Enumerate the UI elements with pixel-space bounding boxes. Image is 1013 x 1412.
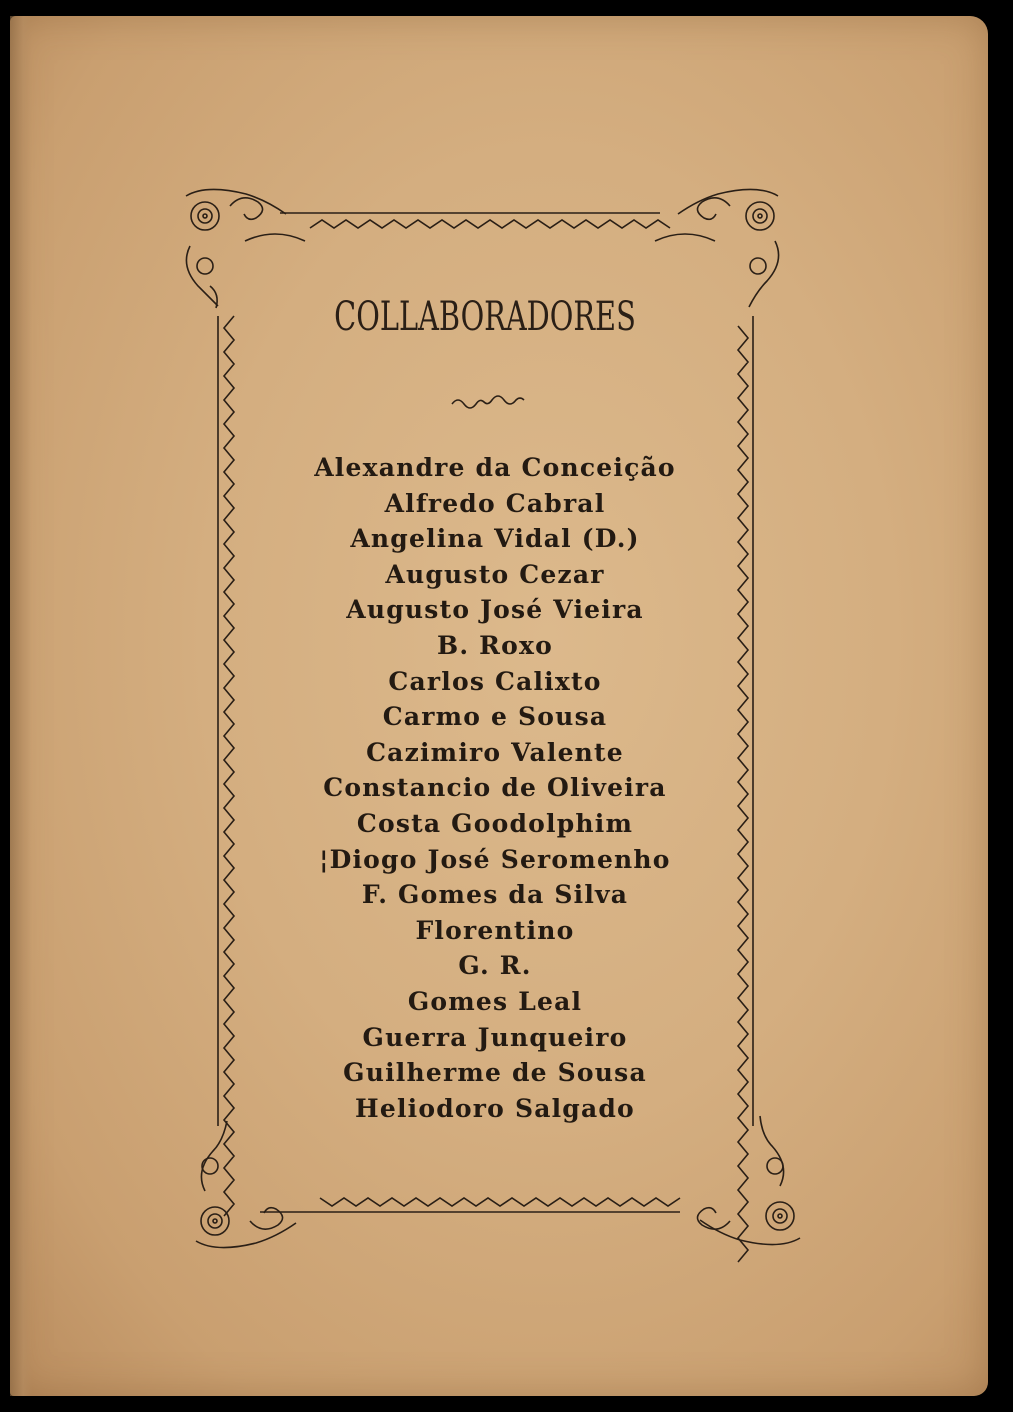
list-item: Augusto Cezar [385,559,605,589]
list-item: Augusto José Vieira [346,595,644,625]
contributor-list [200,450,790,1126]
list-item: Guerra Junqueiro [362,1022,628,1052]
list-item: Constancio de Oliveira [323,773,667,803]
scroll-flourish-icon [196,1121,296,1248]
page-title: COLLABORADORES [334,294,636,340]
list-item: Florentino [415,915,575,945]
list-item: Carmo e Sousa [382,702,608,732]
list-item: ¦Diogo José Seromenho [319,844,671,874]
list-item: Gomes Leal [407,986,583,1016]
list-item: Costa Goodolphim [356,808,634,838]
swirl-ornament-icon [448,390,528,412]
list-item: Heliodoro Salgado [355,1093,635,1123]
scroll-flourish-icon [697,1116,800,1245]
scroll-flourish-icon [655,189,779,307]
list-item: G. R. [458,951,532,981]
list-item: Alfredo Cabral [384,488,606,518]
list-item: Guilherme de Sousa [343,1058,647,1088]
book-page [10,16,988,1396]
list-item: Angelina Vidal (D.) [350,524,640,554]
list-item: B. Roxo [437,630,553,660]
list-item: Cazimiro Valente [366,737,624,767]
list-item: Alexandre da Conceição [314,453,676,482]
list-item: F. Gomes da Silva [361,880,629,910]
list-item: Carlos Calixto [388,666,602,696]
scroll-flourish-icon [186,189,305,308]
